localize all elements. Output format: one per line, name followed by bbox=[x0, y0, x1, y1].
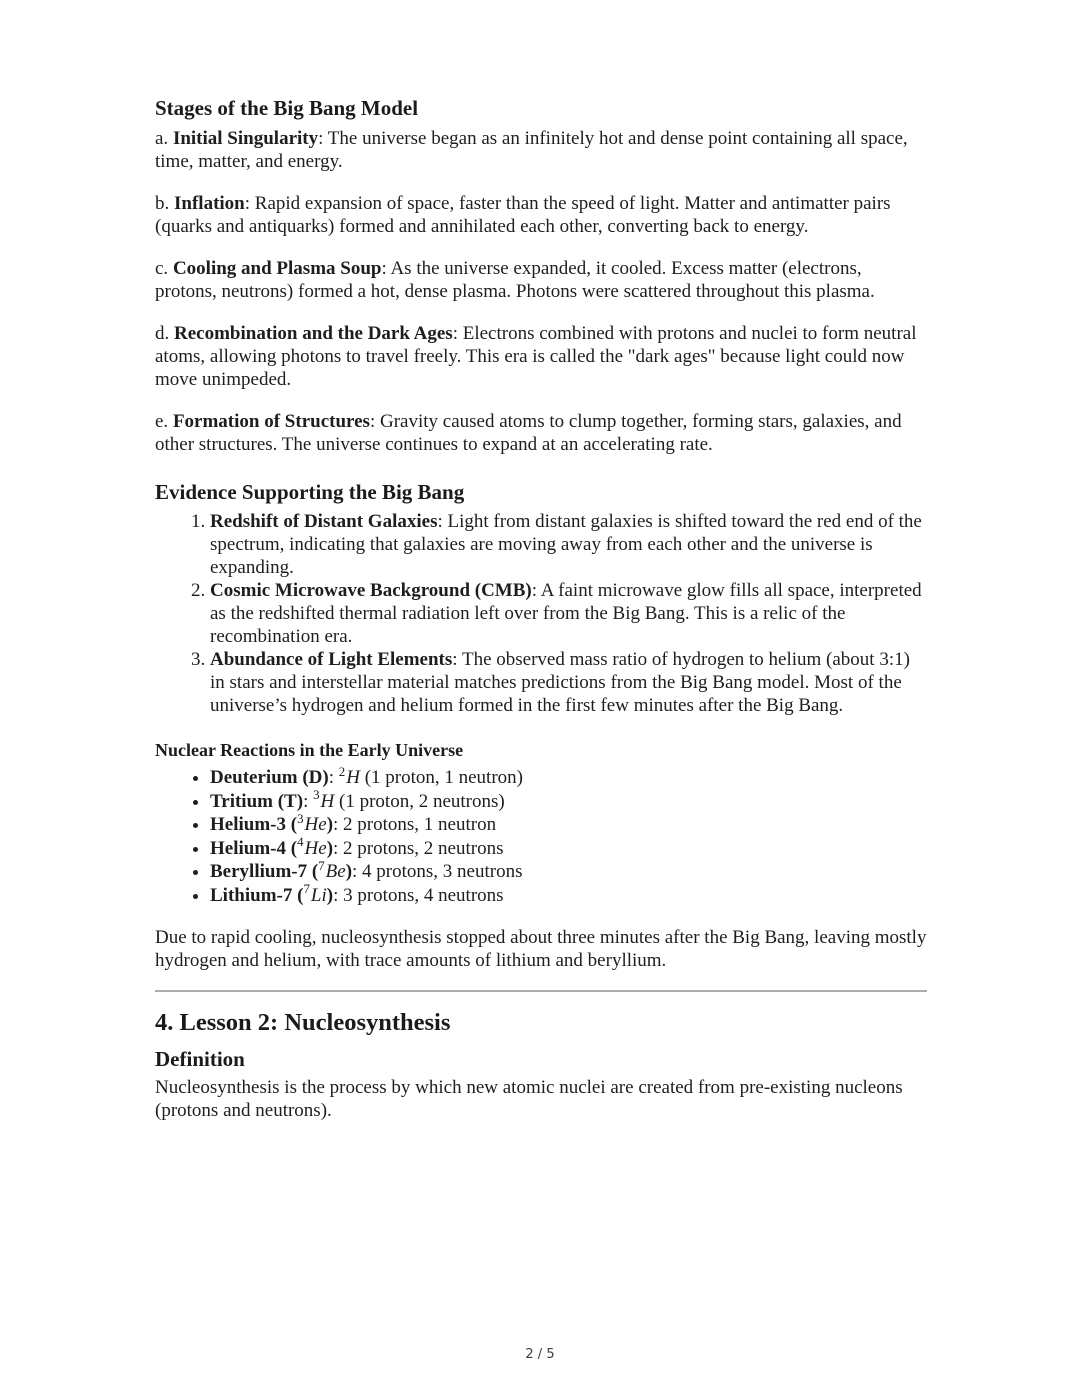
list-item: • Helium-3 ($^3$He): 2 protons, 1 neutron bbox=[210, 813, 927, 837]
paragraph-stage-b: b. Inflation: Rapid expansion of space, faster than the speed of light. Matter and antimatter pairs (quarks and antiquarks) formed and annihilated each other, converting back to energy. bbox=[155, 193, 891, 237]
list-item: 3. Abundance of Light Elements: The observed mass ratio of hydrogen to helium (about 3:1) in stars and interstellar material matches predictions from the Big Bang model. Most of the universe’s hydrogen and helium formed in the first few minutes after the Big Bang. bbox=[210, 648, 927, 717]
section-heading-evidence: Evidence Supporting the Big Bang bbox=[155, 480, 465, 504]
paragraph-stage-d: d. Recombination and the Dark Ages: Electrons combined with protons and nuclei to form neutral atoms, allowing photons to travel freely. This era is called the "dark ages" because light could now move unimpeded. bbox=[155, 323, 917, 390]
section-heading-nuclear-reactions: Nuclear Reactions in the Early Universe bbox=[155, 740, 464, 760]
lesson-2-heading: 4. Lesson 2: Nucleosynthesis bbox=[155, 1009, 451, 1036]
page-content bbox=[155, 96, 927, 1122]
section-heading-stages: Stages of the Big Bang Model bbox=[155, 96, 419, 120]
paragraph-definition: Nucleosynthesis is the process by which new atomic nuclei are created from pre-existing nucleons (protons and neutrons). bbox=[155, 1077, 903, 1121]
list-item: • Tritium (T): $^3$H (1 proton, 2 neutrons) bbox=[210, 790, 927, 814]
list-item: • Helium-4 ($^4$He): 2 protons, 2 neutrons bbox=[210, 837, 927, 861]
list-item: 1. Redshift of Distant Galaxies: Light from distant galaxies is shifted toward the red end of the spectrum, indicating that galaxies are moving away from each other and the universe is expanding. bbox=[210, 510, 927, 579]
list-item: • Deuterium (D): $^2$H (1 proton, 1 neutron) bbox=[210, 766, 927, 790]
list-item: • Lithium-7 ($^7$Li): 3 protons, 4 neutrons bbox=[210, 884, 927, 908]
paragraph-stage-e: e. Formation of Structures: Gravity caused atoms to clump together, forming stars, galaxies, and other structures. The universe continues to expand at an accelerating rate. bbox=[155, 411, 902, 455]
page-number-indicator: 2 / 5 bbox=[525, 1347, 555, 1362]
evidence-list bbox=[155, 510, 927, 717]
section-divider bbox=[155, 990, 927, 992]
list-item: 2. Cosmic Microwave Background (CMB): A faint microwave glow fills all space, interpreted as the redshifted thermal radiation left over from the Big Bang. This is a relic of the recombination era. bbox=[210, 579, 927, 648]
list-item: • Beryllium-7 ($^7$Be): 4 protons, 3 neutrons bbox=[210, 860, 927, 884]
paragraph-stage-c: c. Cooling and Plasma Soup: As the universe expanded, it cooled. Excess matter (electrons, protons, neutrons) formed a hot, dense plasma. Photons were scattered throughout this plasma. bbox=[155, 258, 875, 302]
paragraph-stage-a: a. Initial Singularity: The universe began as an infinitely hot and dense point containing all space, time, matter, and energy. bbox=[155, 128, 908, 172]
definition-heading: Definition bbox=[155, 1047, 245, 1071]
paragraph-cooling: Due to rapid cooling, nucleosynthesis stopped about three minutes after the Big Bang, leaving mostly hydrogen and helium, with trace amounts of lithium and beryllium. bbox=[155, 927, 927, 971]
nuclear-reactions-list bbox=[155, 763, 927, 907]
